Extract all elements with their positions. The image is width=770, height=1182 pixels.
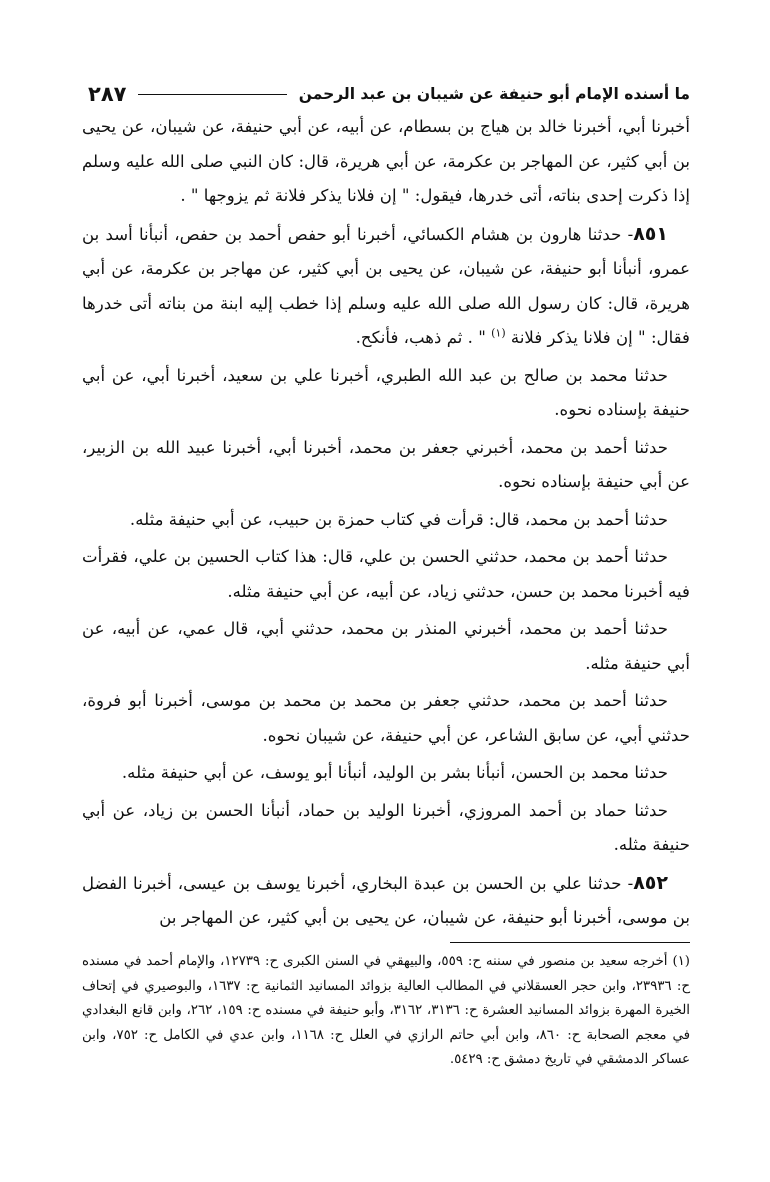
paragraph <box>82 684 690 753</box>
paragraph-text: حدثنا حماد بن أحمد المروزي، أخبرنا الوليد بن حماد، أنبأنا الحسن بن زياد، عن أبي حنيفة مثله. <box>82 800 690 854</box>
page-number: ٢٨٧ <box>88 82 127 106</box>
paragraph-text: - حدثنا هارون بن هشام الكسائي، أخبرنا أبو حفص أحمد بن حفص، أنبأنا أسد بن عمرو، أنبأنا أبو حنيفة، عن شيبان، عن يحيى بن أبي كثير، عن مهاجر بن عكرمة، عن أبي هريرة، قال: كان رسول الله صلى الله عليه وسلم إذا خطب إليه ابنة من بناته أتى خدرها فقال: " إن فلانا يذكر فلانة <box>82 224 690 347</box>
hadith-paragraph <box>82 866 690 936</box>
paragraph-text: - حدثنا علي بن الحسن بن عبدة البخاري، أخبرنا يوسف بن عيسى، أخبرنا الفضل بن موسى، أخبرنا أبو حنيفة، عن شيبان، عن يحيى بن أبي كثير، عن المهاجر بن <box>82 873 690 927</box>
paragraph-text: حدثنا أحمد بن محمد، قال: قرأت في كتاب حمزة بن حبيب، عن أبي حنيفة مثله. <box>129 509 668 529</box>
paragraph-text-continued: " . ثم ذهب، فأنكح. <box>355 328 492 347</box>
hadith-number: ٨٥١ <box>633 222 668 245</box>
paragraph-text: حدثنا محمد بن صالح بن عبد الله الطبري، أخبرنا علي بن سعيد، أخبرنا أبي، عن أبي حنيفة بإسناده نحوه. <box>82 365 690 419</box>
paragraph <box>82 756 690 791</box>
hadith-paragraph <box>82 217 690 356</box>
footnote-reference[interactable]: (١) <box>491 326 506 340</box>
paragraph <box>82 359 690 428</box>
footnote: (١) أخرجه سعيد بن منصور في سننه ح: ٥٥٩، والبيهقي في السنن الكبرى ح: ١٢٧٣٩، والإمام أحمد في مسنده ح: ٢٣٩٣٦، وابن حجر العسقلاني في المطالب العالية بزوائد المسانيد الثمانية ح: ١٦٣٧، والبوصيري في إتحاف الخيرة المهرة بزوائد المسانيد العشرة ح: ٣١٣٦، ٣١٦٢، وأبو حنيفة في مسنده ح: ١٥٩، ٢٦٢، وابن قانع البغدادي في معجم الصحابة ح: ٨٦٠، وابن أبي حاتم الرازي في العلل ح: ١١٦٨، وابن عدي في الكامل ح: ٧٥٢، وابن عساكر الدمشقي في تاريخ دمشق ح: ٥٤٢٩. <box>82 954 690 1067</box>
paragraph-text: أخبرنا أبي، أخبرنا خالد بن هياج بن بسطام، عن أبيه، عن أبي حنيفة، عن شيبان، عن يحيى بن أبي كثير، عن المهاجر بن عكرمة، عن أبي هريرة، قال: كان النبي صلى الله عليه وسلم إذا ذكرت إحدى بناته، أتى خدرها، فيقول: " إن فلانا يذكر فلانة ثم يزوجها " . <box>82 117 690 205</box>
paragraph <box>82 503 690 538</box>
paragraph-text: حدثنا أحمد بن محمد، أخبرني المنذر بن محمد، حدثني أبي، قال عمي، عن أبيه، عن أبي حنيفة مثله. <box>82 619 690 673</box>
paragraph-text: حدثنا محمد بن الحسن، أنبأنا بشر بن الوليد، أنبأنا أبو يوسف، عن أبي حنيفة مثله. <box>121 763 668 782</box>
paragraph-text: حدثنا أحمد بن محمد، أخبرني جعفر بن محمد، أخبرنا أبي، أخبرنا عبيد الله بن الزبير، عن أبي حنيفة بإسناده نحوه. <box>82 437 690 491</box>
main-text <box>82 110 690 939</box>
paragraph <box>82 540 690 609</box>
running-title: ما أسنده الإمام أبو حنيفة عن شيبان بن عبد الرحمن <box>298 85 690 103</box>
paragraph <box>82 431 690 500</box>
footnote-separator <box>450 942 690 943</box>
paragraph <box>82 612 690 681</box>
paragraph <box>82 110 690 214</box>
hadith-number: ٨٥٢ <box>633 871 668 894</box>
footnotes <box>82 950 690 1073</box>
paragraph <box>82 794 690 863</box>
paragraph-text: حدثنا أحمد بن محمد، حدثني الحسن بن علي، قال: هذا كتاب الحسين بن علي، فقرأت فيه أخبرنا محمد بن حسن، حدثني زياد، عن أبيه، عن أبي حنيفة مثله. <box>82 547 690 601</box>
header-rule <box>138 94 286 95</box>
running-header <box>88 80 690 108</box>
paragraph-text: حدثنا أحمد بن محمد، حدثني جعفر بن محمد بن محمد بن موسى، أخبرنا أبو فروة، حدثني أبي، عن سابق الشاعر، عن أبي حنيفة، عن شيبان نحوه. <box>82 691 690 745</box>
